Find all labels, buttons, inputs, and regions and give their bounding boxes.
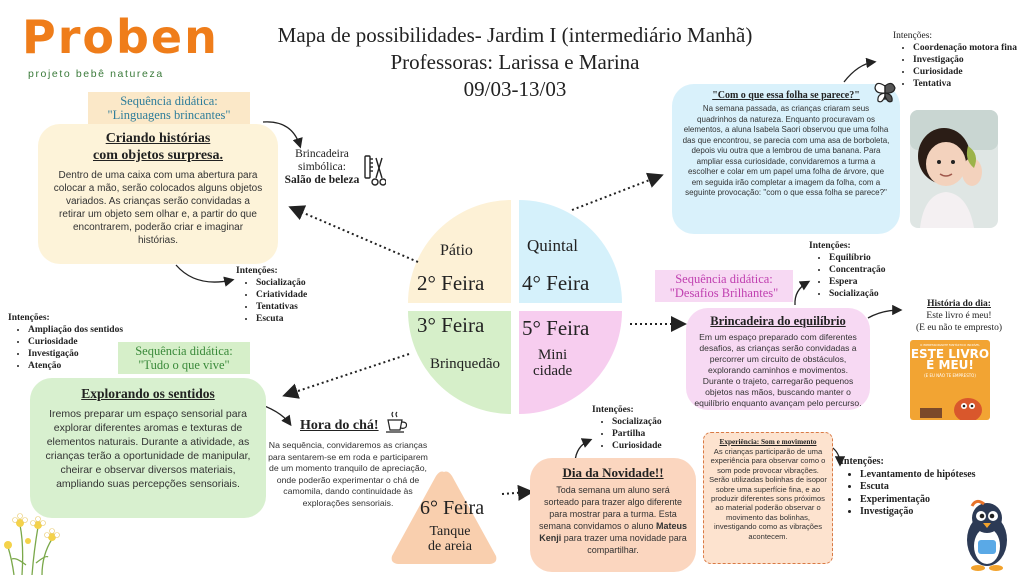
sequence-label-heading: Sequência didática: bbox=[675, 272, 773, 286]
intention-item: • Escuta bbox=[256, 313, 336, 325]
intentions-heading: Intenções: bbox=[8, 313, 50, 323]
intention-item: • Tentativas bbox=[256, 301, 336, 313]
novidade-student-name: Mateus Kenji bbox=[539, 521, 688, 543]
intention-item: • Partilha bbox=[612, 428, 692, 440]
activity-title: Dia da Novidade!! bbox=[562, 465, 664, 480]
intention-item: • Concentração bbox=[829, 264, 919, 276]
place-tanque-l2: de areia bbox=[428, 539, 472, 554]
sequence-label-tudo bbox=[118, 342, 250, 374]
activity-description bbox=[538, 484, 688, 556]
sequence-label-name: "Desafios Brilhantes" bbox=[669, 286, 779, 300]
logo-tagline: projeto bebê natureza bbox=[28, 68, 164, 80]
intention-item: • Experimentação bbox=[860, 494, 990, 507]
novidade-text-pre: Toda semana um aluno será sorteado para trazer algo diferente para mostrar para a turma. Esta semana convidamos o aluno bbox=[538, 485, 683, 531]
place-brinquedao: Brinquedão bbox=[430, 356, 500, 372]
story-subtitle: (E eu não te empresto) bbox=[916, 323, 1002, 333]
tea-time-title: Hora do chá! bbox=[300, 418, 379, 433]
intention-item: • Investigação bbox=[28, 348, 148, 360]
activity-title-l1: Criando histórias bbox=[105, 131, 211, 146]
activity-description: Iremos preparar um espaço sensorial para explorar diferentes aromas e texturas de elementos naturais. Durante a atividade, as crianças terão a oportunidade de manipular, cheirar e observar diversos materiais, ampliando suas percepções sensoriais. bbox=[45, 408, 251, 490]
sequence-label-heading: Sequência didática: bbox=[135, 344, 233, 358]
activity-title-l2: com objetos surpresa. bbox=[92, 148, 223, 163]
intention-item: • Coordenação motora fina bbox=[913, 42, 1023, 54]
penguin-mascot-icon bbox=[958, 496, 1016, 572]
intention-item: • Atenção bbox=[28, 360, 148, 372]
story-of-day bbox=[896, 298, 1022, 334]
intention-item: • Equilíbrio bbox=[829, 252, 919, 264]
novidade-text-post: para trazer uma novidade para compartilhar. bbox=[561, 533, 687, 555]
activity-description: As crianças participarão de uma experiência para observar como o som pode provocar vibrações. Serão utilizadas bolinhas de isopor sobre uma superfície fina, e ao produzir diferentes sons próximos ao material poderão observar o movimento das bolinhas, investigando como as vibrações acontecem. bbox=[709, 447, 827, 541]
sequence-label-heading: Sequência didática: bbox=[120, 94, 218, 108]
intention-item: • Ampliação dos sentidos bbox=[28, 324, 148, 336]
activity-card-folha bbox=[672, 84, 900, 234]
activity-card-novidade bbox=[530, 458, 696, 572]
date-range: 09/03-13/03 bbox=[463, 77, 567, 101]
day-friday: 6° Feira bbox=[420, 497, 485, 519]
intention-item: • Levantamento de hipóteses bbox=[860, 469, 990, 482]
symbolic-play-l3: Salão de beleza bbox=[284, 174, 360, 186]
intentions-novidade bbox=[592, 404, 692, 452]
sequence-label-name: "Tudo o que vive" bbox=[138, 358, 230, 372]
place-quintal: Quintal bbox=[527, 236, 578, 255]
scissors-comb-icon bbox=[362, 154, 386, 190]
intention-item: • Curiosidade bbox=[612, 440, 692, 452]
place-cidade: cidade bbox=[533, 363, 573, 379]
intentions-heading: Intenções: bbox=[840, 456, 884, 467]
intention-item: • Socialização bbox=[829, 288, 919, 300]
intention-item: • Escuta bbox=[860, 481, 990, 494]
symbolic-play-l2: simbólica: bbox=[298, 161, 346, 173]
intention-item: • Investigação bbox=[860, 506, 990, 519]
intention-item: • Curiosidade bbox=[28, 336, 148, 348]
activity-title bbox=[52, 130, 264, 164]
intentions-heading: Intenções: bbox=[893, 31, 933, 41]
story-name: Este livro é meu! bbox=[926, 311, 992, 321]
activity-description: Em um espaço preparado com diferentes desafios, as crianças serão convidadas a percorrer um circuito de obstáculos, explorando caminhos e movimentos. Durante o trajeto, carregarão pequenos objetos nas mãos, buscando manter o equilíbrio enquanto avançam pelo percurso. bbox=[694, 332, 862, 408]
intention-item: • Criatividade bbox=[256, 289, 336, 301]
intention-item: • Socialização bbox=[256, 277, 336, 289]
intention-item: • Curiosidade bbox=[913, 66, 1023, 78]
book-creature-illustration bbox=[910, 380, 990, 420]
activity-title: Brincadeira do equilíbrio bbox=[710, 314, 846, 328]
intentions-historias bbox=[236, 265, 336, 325]
place-tanque-l1: Tanque bbox=[429, 524, 471, 539]
day-tuesday: 3° Feira bbox=[417, 313, 485, 337]
activity-card-equilibrio bbox=[686, 308, 870, 410]
day-wednesday: 4° Feira bbox=[522, 271, 590, 295]
child-photo bbox=[910, 110, 998, 228]
activity-description: Na semana passada, as crianças criaram seus quadrinhos da natureza. Enquanto procuravam os elementos, a aluna Isabela Saori observou que uma folha das que encontrou, se parecia com uma asa de borboleta, depois viu outra que a lembrou de uma banana. Para ampliar essa curiosidade, convidaremos a turma a escolher e colar em um papel uma folha de árvore, que em seguida irão completar a imagem da folha, com a seguinte provocação: "com o que essa folha se parece?" bbox=[682, 104, 890, 197]
intention-item: • Investigação bbox=[913, 54, 1023, 66]
sequence-label-desafios bbox=[655, 270, 793, 302]
logo-brand: Proben bbox=[22, 10, 219, 64]
tea-time-description: Na sequência, convidaremos as crianças para sentarem-se em roda e participarem de um momento tranquilo de apreciação, onde poderão experimentar o chá de camomila, dando continuidade às explorações sensoriais. bbox=[268, 440, 428, 508]
activity-title: Experiência: Som e movimento bbox=[719, 437, 817, 446]
activity-card-sentidos bbox=[30, 378, 266, 518]
teachers-line: Professoras: Larissa e Marina bbox=[390, 50, 640, 74]
activity-description: Dentro de uma caixa com uma abertura para colocar a mão, serão colocados alguns objetos variados. As crianças serão convidadas a retirar um objeto sem olhar e, a partir do que encontrarem, poderão criar e imaginar histórias. bbox=[53, 170, 263, 246]
day-monday: 2° Feira bbox=[417, 271, 485, 295]
intentions-heading: Intenções: bbox=[236, 266, 278, 276]
book-cover-w3: É bbox=[926, 358, 935, 372]
intentions-heading: Intenções: bbox=[809, 241, 851, 251]
intentions-folha bbox=[893, 30, 1023, 90]
book-cover-sub: (E EU NÃO TE EMPRESTO) bbox=[924, 373, 976, 378]
symbolic-play-label bbox=[280, 148, 364, 187]
activity-title: Explorando os sentidos bbox=[81, 386, 215, 401]
intentions-equilibrio bbox=[809, 240, 919, 300]
story-title: História do dia: bbox=[927, 299, 991, 309]
activity-card-som bbox=[703, 432, 833, 564]
activity-title: "Com o que essa folha se parece?" bbox=[712, 90, 860, 101]
flowers-illustration bbox=[2, 505, 72, 575]
book-cover-top: O IMPRESSIONANTE FANTÁSTICO INCRÍVEL bbox=[920, 343, 980, 347]
page-title: Mapa de possibilidades- Jardim I (intermediário Manhã) bbox=[277, 23, 753, 47]
book-cover-title bbox=[910, 349, 990, 371]
teacup-icon bbox=[385, 410, 411, 434]
intention-item: • Espera bbox=[829, 276, 919, 288]
book-cover bbox=[910, 340, 990, 420]
place-mini: Mini bbox=[537, 347, 568, 363]
place-patio: Pátio bbox=[440, 242, 473, 259]
book-cover-w2: LIVRO bbox=[948, 347, 990, 361]
symbolic-play-l1: Brincadeira bbox=[295, 148, 349, 160]
intentions-heading: Intenções: bbox=[592, 405, 634, 415]
sequence-label-name: "Linguagens brincantes" bbox=[107, 108, 231, 122]
intention-item: • Socialização bbox=[612, 416, 692, 428]
sequence-label-linguagens bbox=[88, 92, 250, 124]
book-cover-w1: ESTE bbox=[910, 347, 945, 361]
book-cover-w4: MEU! bbox=[938, 358, 974, 372]
day-thursday: 5° Feira bbox=[522, 316, 590, 340]
activity-card-historias bbox=[38, 124, 278, 264]
intention-item: • Tentativa bbox=[913, 78, 1023, 90]
